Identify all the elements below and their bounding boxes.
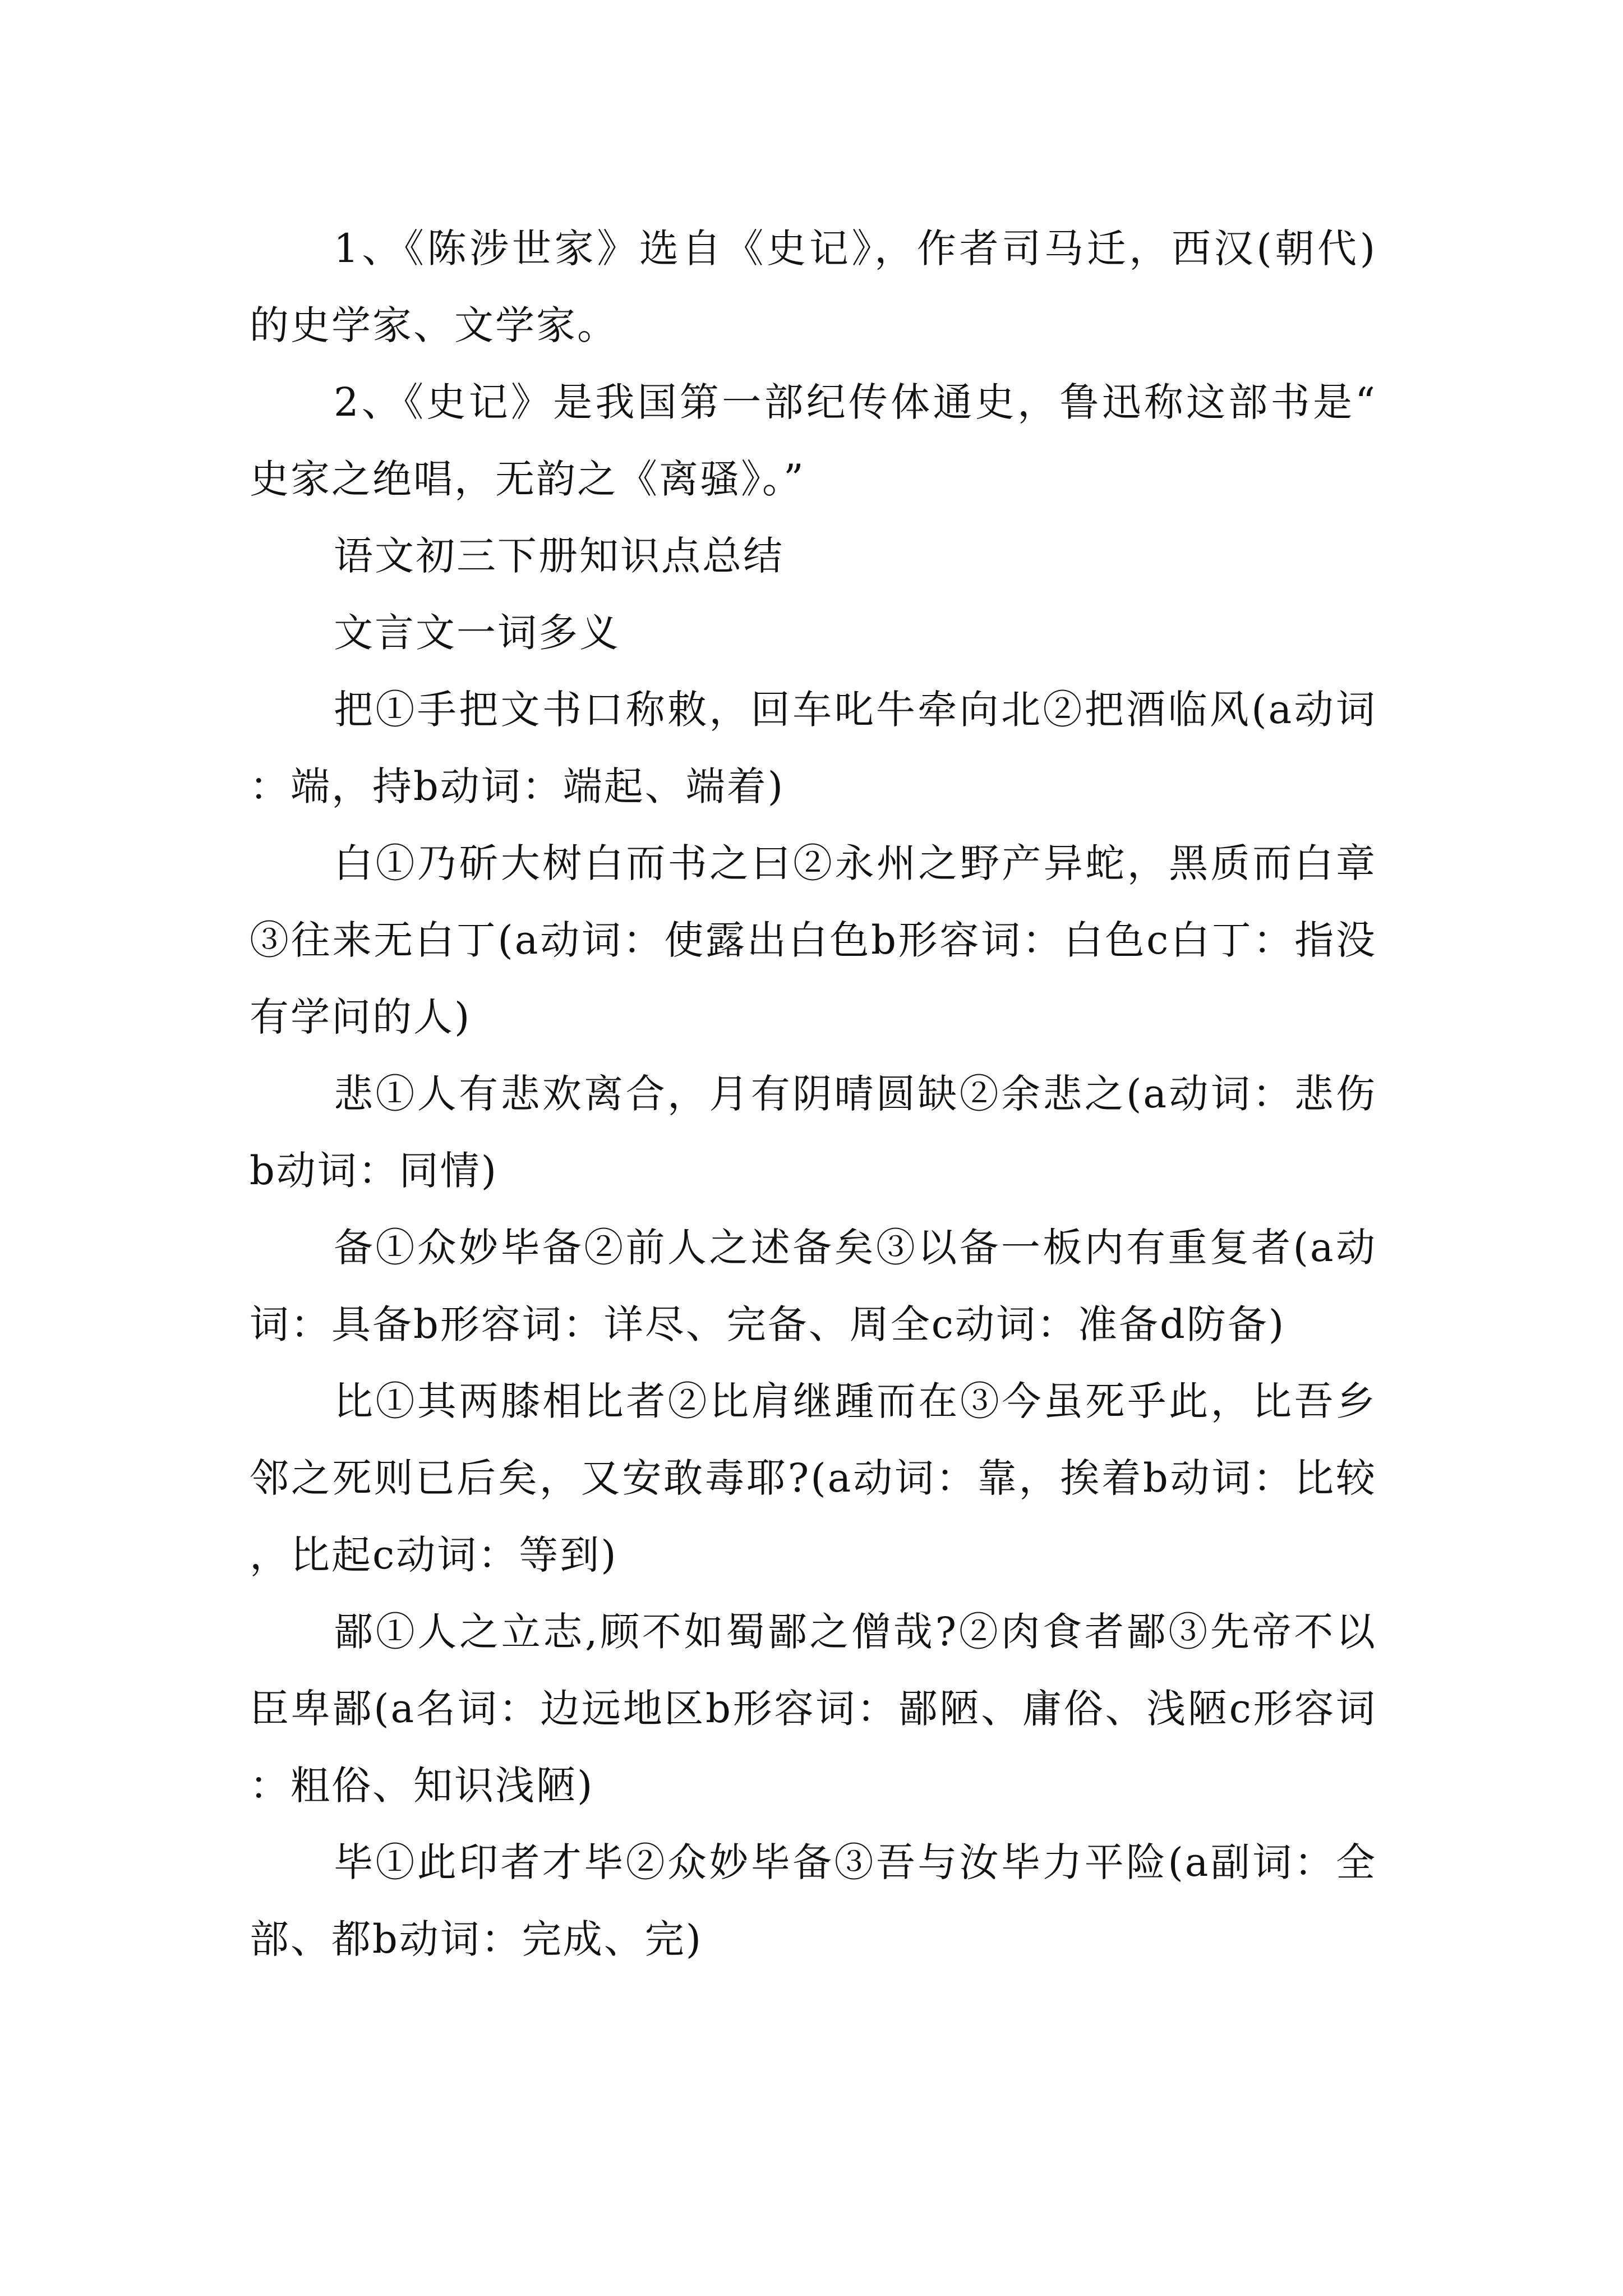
entry-bi-compare: 比①其两膝相比者②比肩继踵而在③今虽死乎此，比吾乡邻之死则已后矣，又安敢毒耶?(a动词：靠，挨着b动词：比较，比起c动词：等到)	[250, 1378, 1377, 1578]
section-heading: 语文初三下册知识点总结	[334, 533, 784, 579]
paragraph-shiji-comment: 2、《史记》是我国第一部纪传体通史，鲁迅称这部书是“史家之绝唱，无韵之《离骚》。”	[250, 379, 1377, 502]
document-body	[250, 210, 1377, 1978]
entry-bi-finish: 毕①此印者才毕②众妙毕备③吾与汝毕力平险(a副词：全部、都b动词：完成、完)	[250, 1839, 1377, 1962]
entry-bai: 白①乃斫大树白而书之曰②永州之野产异蛇，黑质而白章③往来无白丁(a动词：使露出白色b形容词：白色c白丁：指没有学问的人)	[250, 840, 1377, 1040]
paragraph-chenshe-source: 1、《陈涉世家》选自《史记》，作者司马迁，西汉(朝代)的史学家、文学家。	[250, 226, 1377, 348]
entry-bei-sad: 悲①人有悲欢离合，月有阴晴圆缺②余悲之(a动词：悲伤b动词：同情)	[250, 1071, 1377, 1194]
entry-bei-prepare: 备①众妙毕备②前人之述备矣③以备一板内有重复者(a动词：具备b形容词：详尽、完备、周全c动词：准备d防备)	[250, 1225, 1377, 1347]
subsection-heading: 文言文一词多义	[334, 610, 620, 656]
entry-ba: 把①手把文书口称敕，回车叱牛牵向北②把酒临风(a动词：端，持b动词：端起、端着)	[250, 687, 1377, 809]
entry-bi-humble: 鄙①人之立志,顾不如蜀鄙之僧哉?②肉食者鄙③先帝不以臣卑鄙(a名词：边远地区b形容词：鄙陋、庸俗、浅陋c形容词：粗俗、知识浅陋)	[250, 1609, 1377, 1809]
